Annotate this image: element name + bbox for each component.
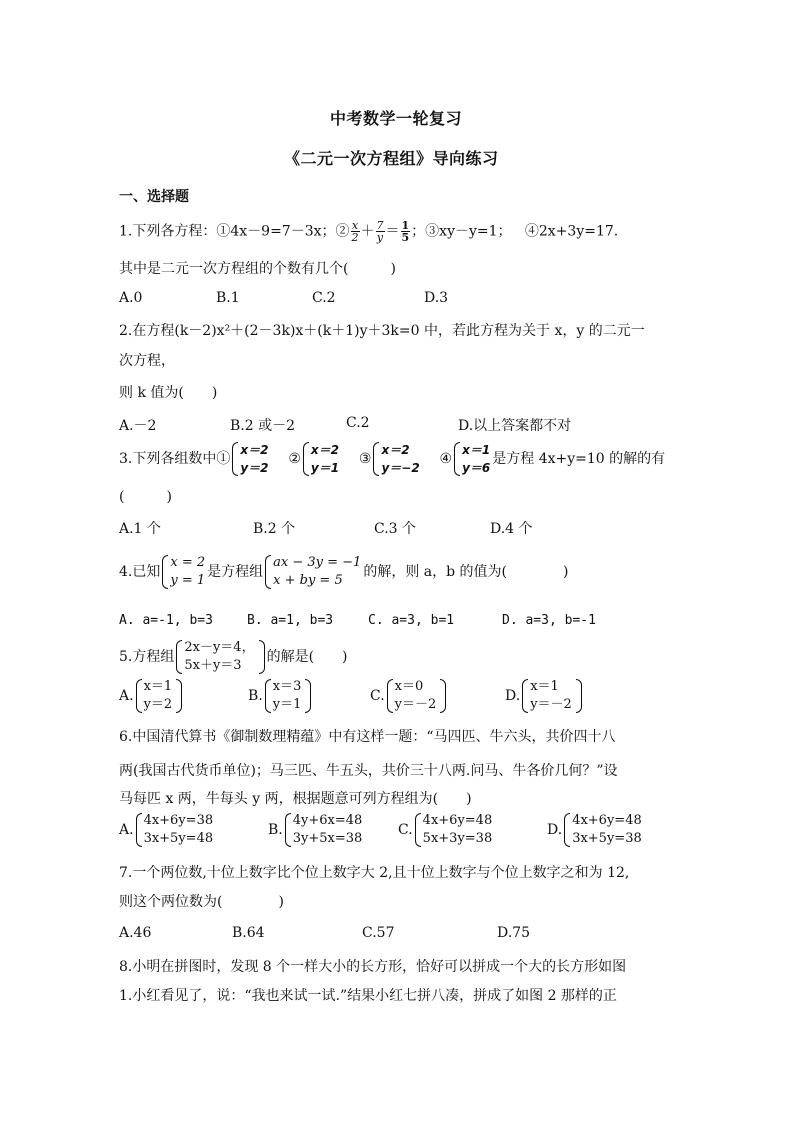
q4-option-d: D. a=3, b=-1 [502,613,596,628]
q7-option-a: A.46 [119,925,152,941]
question-1-line-2: 其中是二元一次方程组的个数有几个( ) [119,261,396,277]
q2-option-b: B.2 或－2 [230,418,296,434]
question-8-line-1: 8.小明在拼图时，发现 8 个一样大小的长方形，恰好可以拼成一个大的长方形如图 [119,959,627,975]
question-1-line-1: 1.下列各方程：①4x－9=7－3x；② $\frac{x}{2}$ ＋ $\frac{7}{y}$ ＝ $\frac{1}{5}$ ；③xy－y=1； ④2x+3y=17. [119,219,619,244]
question-3-line-1: 3.下列各组数中① x＝2 y＝2 ② x＝2 y＝1 ③ x＝2 y＝−2 ④ x＝1 y＝6 是方程 4x+y=10 的解的有 [119,443,666,475]
q1-equation-4: ④2x+3y=17. [524,223,619,240]
q2-option-c: C.2 [346,415,370,431]
q1-prefix: 1.下列各方程： [119,223,217,240]
q1-fraction-3: $\frac{1}{5}$ [401,219,410,244]
q2-option-d: D.以上答案都不对 [458,418,572,434]
question-3-line-2: ( ) [119,489,172,505]
q6-option-c: C. 4x+6y=48 5x+3y=38 [398,813,493,846]
question-2-line-1: 2.在方程(k－2)x²＋(2－3k)x＋(k＋1)y＋3k=0 中，若此方程为关于 x，y 的二元一 [119,323,645,339]
q2-option-a: A.－2 [119,418,157,434]
q1-option-d: D.3 [424,290,449,306]
q3-suffix: 是方程 4x+y=10 的解的有 [492,451,666,467]
q3-system-3: x＝2 y＝−2 [373,441,419,477]
q7-option-d: D.75 [497,925,530,941]
q1-fraction-1: $\frac{x}{2}$ [351,219,359,244]
q4-option-a: A. a=-1, b=3 [119,613,213,628]
q3-option-d: D.4 个 [490,521,533,537]
q3-system-1: x＝2 y＝2 [232,441,268,477]
q4-prefix: 4.已知 [119,564,161,580]
q7-option-b: B.64 [232,925,265,941]
q3-prefix: 3.下列各组数中 [119,451,217,467]
question-2-line-2: 次方程， [119,353,175,369]
q7-option-c: C.57 [362,925,395,941]
q5-prefix: 5.方程组 [119,649,175,665]
q4-option-c: C. a=3, b=1 [368,613,455,628]
q4-system-2: ax − 3y = −1 x + by = 5 [265,554,361,590]
q4-system-1: x = 2 y = 1 [162,554,205,590]
q1-fraction-2: $\frac{7}{y}$ [376,219,384,244]
q1-equation-1: ①4x－9=7－3x； [216,223,336,240]
q5-option-c: C. x＝0 y＝－2 [370,678,448,714]
q1-equation-3: ③xy－y=1； [425,223,512,240]
q1-option-c: C.2 [312,290,336,306]
question-2-line-3: 则 k 值为( ) [119,385,218,401]
q5-option-d: D. x＝1 y＝－2 [505,678,584,714]
q5-system: 2x－y＝4， 5x＋y＝3 [176,639,258,675]
section-heading: 一、选择题 [119,189,189,205]
q3-system-4: x＝1 y＝6 [454,441,490,477]
question-6-line-1: 6.中国清代算书《御制数理精蕴》中有这样一题：“马四匹、牛六头，共价四十八 [119,729,616,745]
q5-option-b: B. x＝3 y＝1 [248,678,313,714]
q3-option-c: C.3 个 [374,521,417,537]
page-subtitle: 《二元一次方程组》导向练习 [284,149,499,168]
q4-option-b: B. a=1, b=3 [247,613,334,628]
question-8-line-2: 1.小红看见了，说：“我也来试一试.”结果小红七拼八凑，拼成了如图 2 那样的正 [119,988,617,1004]
q6-option-d: D. 4x+6y=48 3x+5y=38 [547,813,642,846]
question-6-line-2: 两(我国古代货币单位)；马三匹、牛五头，共价三十八两.问马、牛各价几何？”设 [119,763,618,779]
q5-suffix: 的解是( ) [266,649,348,665]
q4-suffix: 的解，则 a，b 的值为( ) [363,564,569,580]
page-title: 中考数学一轮复习 [330,109,463,128]
q5-option-a: A. x＝1 y＝2 [119,678,184,714]
question-6-line-3: 马每匹 x 两，牛每头 y 两，根据题意可列方程组为( ) [119,791,472,807]
q6-option-b: B. 4y+6x=48 3y+5x=38 [268,813,363,846]
q1-mark-2: ② [335,223,350,240]
q3-option-b: B.2 个 [253,521,296,537]
question-5-line-1 [119,639,348,675]
q1-option-a: A.0 [119,290,143,306]
question-4-line-1 [119,554,568,590]
question-7-line-1: 7.一个两位数,十位上数字比个位上数字大 2,且十位上数字与个位上数字之和为 12, [119,865,630,881]
q3-option-a: A.1 个 [119,521,161,537]
q6-option-a: A. 4x+6y=38 3x+5y=48 [119,813,214,846]
q1-option-b: B.1 [216,290,240,306]
question-7-line-2: 则这个两位数为( ) [119,894,284,910]
q3-system-2: x＝2 y＝1 [303,441,339,477]
q4-mid: 是方程组 [207,564,264,580]
